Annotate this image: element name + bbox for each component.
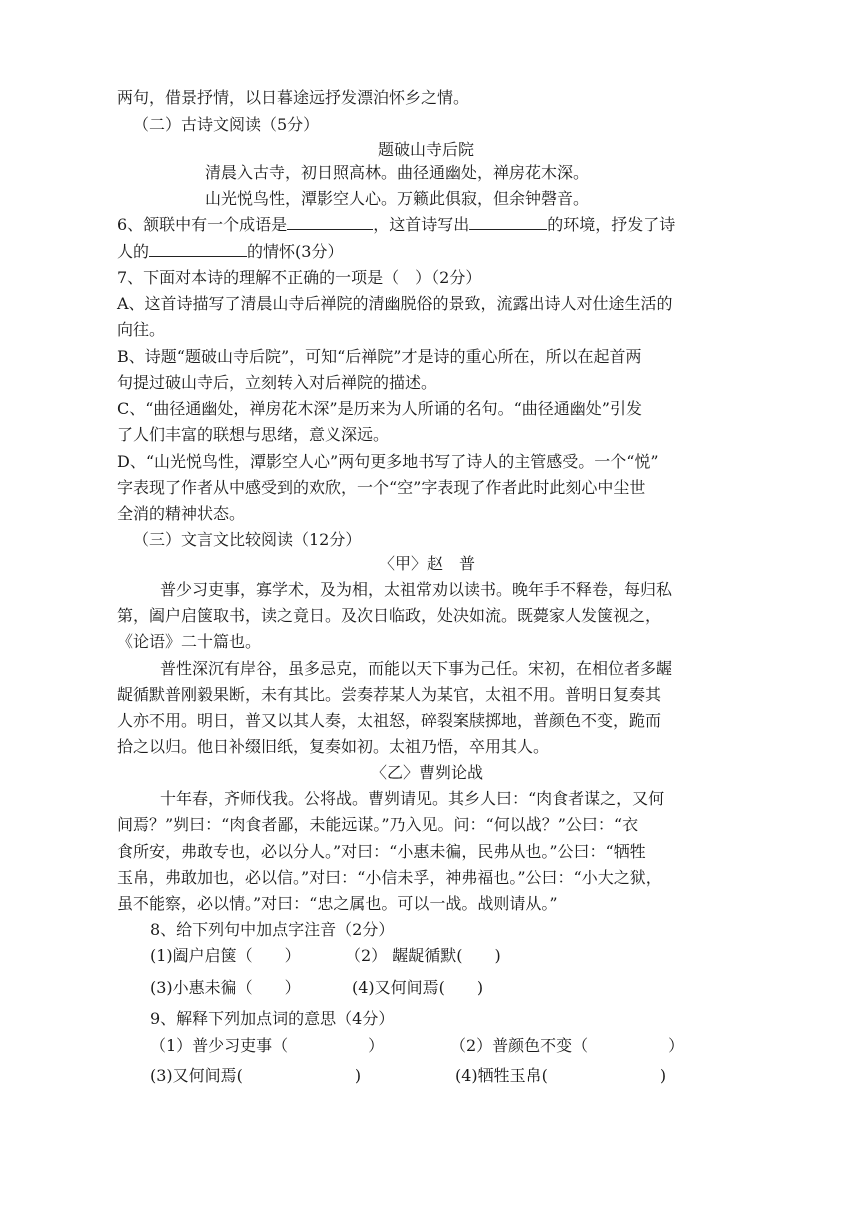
option-d-cont: 全消的精神状态。 <box>117 504 246 523</box>
passage-line: 拾之以归。他日补缀旧纸，复奏如初。太祖乃悟，卒用其人。 <box>117 737 550 756</box>
section-heading: （二）古诗文阅读（5分） <box>133 115 320 134</box>
q9-item-1[interactable]: （1）普少习吏事（ ） <box>150 1036 385 1055</box>
passage-line: 十年春，齐师伐我。公将战。曹刿请见。其乡人曰：“肉食者谋之，又何 <box>160 789 665 808</box>
passage-line: 第，阖户启箧取书，读之竟日。及次日临政，处决如流。既薨家人发箧视之， <box>117 606 662 625</box>
q6-text: ，这首诗写出 <box>373 215 470 234</box>
passage-line: 玉帛，弗敢加也，必以信。”对曰：“小信未孚，神弗福也。”公曰：“小大之狱， <box>117 868 662 887</box>
question-9: 9、解释下列加点词的意思（4分） <box>150 1009 395 1028</box>
option-c: C、“曲径通幽处，禅房花木深”是历来为人所诵的名句。“曲径通幽处”引发 <box>117 399 642 418</box>
q9-item-3[interactable]: (3)又何间焉( ) <box>150 1066 362 1085</box>
q8-item-3[interactable]: (3)小惠未徧（ ） <box>150 978 301 997</box>
section-heading: （三）文言文比较阅读（12分） <box>133 530 362 549</box>
option-a: A、这首诗描写了清晨山寺后禅院的清幽脱俗的景致，流露出诗人对仕途生活的 <box>117 294 673 313</box>
passage-line: 普少习吏事，寡学术，及为相，太祖常劝以读书。晚年手不释卷，每归私 <box>160 580 673 599</box>
text-line: 两句，借景抒情，以日暮途远抒发漂泊怀乡之情。 <box>117 88 470 107</box>
q8-item-2[interactable]: （2） 龌龊循默( ) <box>345 946 501 965</box>
passage-line: 龊循默普刚毅果断，未有其比。尝奏荐某人为某官，太祖不用。普明日复奏其 <box>117 685 662 704</box>
poem-line: 清晨入古寺，初日照高林。曲径通幽处，禅房花木深。 <box>205 163 590 182</box>
answer-blank[interactable] <box>469 215 547 230</box>
option-d: D、“山光悦鸟性，潭影空人心”两句更多地书写了诗人的主管感受。一个“悦” <box>117 452 659 471</box>
poem-line: 山光悦鸟性，潭影空人心。万籁此俱寂，但余钟磬音。 <box>205 189 590 208</box>
option-b-cont: 句提过破山寺后，立刻转入对后禅院的描述。 <box>117 373 438 392</box>
answer-blank[interactable] <box>149 242 247 257</box>
passage-line: 间焉？”刿曰：“肉食者鄙，未能远谋。”乃入见。问：“何以战？”公曰：“衣 <box>117 815 639 834</box>
passage-line: 食所安，弗敢专也，必以分人。”对曰：“小惠未徧，民弗从也。”公曰：“牺牲 <box>117 842 646 861</box>
passage-line: 虽不能察，必以情。”对曰：“忠之属也。可以一战。战则请从。” <box>117 894 558 913</box>
answer-blank[interactable] <box>287 215 373 230</box>
q6-text: 6、颔联中有一个成语是 <box>117 215 288 234</box>
question-7: 7、下面对本诗的理解不正确的一项是（ ）（2分） <box>117 268 482 287</box>
passage-title-jia: 〈甲〉赵 普 <box>378 554 475 573</box>
option-b: B、诗题“题破山寺后院”，可知“后禅院”才是诗的重心所在，所以在起首两 <box>117 347 642 366</box>
question-6-line-2 <box>117 242 343 262</box>
question-8: 8、给下列句中加点字注音（2分） <box>150 920 395 939</box>
question-6-line-1 <box>117 215 675 235</box>
option-d-cont: 字表现了作者从中感受到的欢欣，一个“空”字表现了作者此时此刻心中尘世 <box>117 478 646 497</box>
option-c-cont: 了人们丰富的联想与思绪，意义深远。 <box>117 425 390 444</box>
option-a-cont: 向往。 <box>117 320 166 339</box>
q9-item-4[interactable]: (4)牺牲玉帛( ) <box>455 1066 667 1085</box>
passage-title-yi: 〈乙〉曹刿论战 <box>370 763 483 782</box>
q6-text: 人的 <box>117 242 150 261</box>
q6-text: 的情怀(3分） <box>247 242 344 261</box>
passage-line: 人亦不用。明日，普又以其人奏，太祖怒，碎裂案牍掷地，普颜色不变，跪而 <box>117 711 662 730</box>
passage-line: 《论语》二十篇也。 <box>117 632 262 651</box>
poem-title: 题破山寺后院 <box>377 140 474 159</box>
q8-item-4[interactable]: (4)又何间焉( ) <box>352 978 484 997</box>
passage-line: 普性深沉有岸谷，虽多忌克，而能以天下事为己任。宋初，在相位者多龌 <box>160 659 673 678</box>
q8-item-1[interactable]: (1)阖户启箧（ ） <box>150 946 301 965</box>
q6-text: 的环境，抒发了诗 <box>547 215 676 234</box>
q9-item-2[interactable]: （2）普颜色不变（ ） <box>450 1036 685 1055</box>
